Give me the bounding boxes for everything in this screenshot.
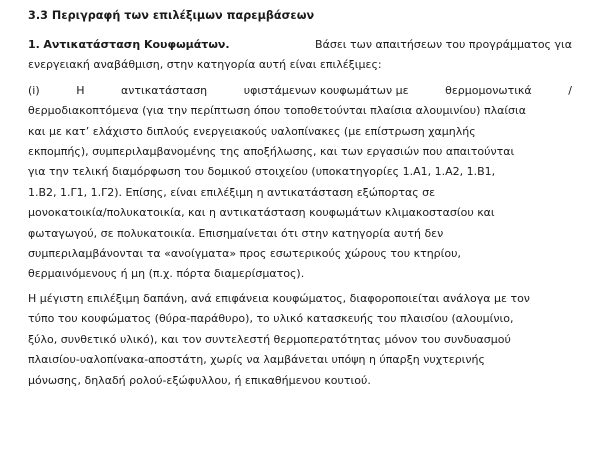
item-i-line-2: θερμοδιακοπτόμενα (για την περίπτωση όπου τοποθετούνται πλαίσια αλουμινίου) πλαίσια [28,104,526,118]
section-heading: 3.3 Περιγραφή των επιλέξιμων παρεμβάσεων [28,9,315,22]
item-i-line-7: μονοκατοικία/πολυκατοικία, και η αντικατάσταση κουφωμάτων κλιμακοστασίου και [28,206,495,220]
intro-line-2: ενεργειακή αναβάθμιση, στην κατηγορία αυτή είναι επιλέξιμες: [28,58,382,72]
cost-line-3: ξύλο, συνθετικό υλικό), και τον συντελεστή θερμοπερατότητας μόνον του συνδυασμού [28,332,511,346]
item-i-line-6: 1.Β2, 1.Γ1, 1.Γ2). Επίσης, είναι επιλέξιμη η αντικατάσταση εξώπορτας σε [28,185,436,199]
cost-line-2: τύπο του κουφώματος (θύρα-παράθυρο), το υλικό κατασκευής του πλαισίου (αλουμίνιο, [28,312,514,326]
intro-title: Αντικατάσταση Κουφωμάτων. [43,38,230,51]
cost-line-1: Η μέγιστη επιλέξιμη δαπάνη, ανά επιφάνεια κουφώματος, διαφοροποιείται ανάλογα με τον [28,291,530,305]
item-i-line-4: εκπομπής), συμπεριλαμβανομένης της αποξήλωσης, και των εργασιών που απαιτούνται [28,145,515,159]
item-i-line-10: θερμαινόμενους ή μη (π.χ. πόρτα διαμερίσματος). [28,267,305,281]
cost-paragraph [28,289,572,391]
intro-line-1-rest: Βάσει των απαιτήσεων του προγράμματος για [315,38,572,51]
item-i-paragraph [28,81,572,285]
cost-line-5: μόνωσης, δηλαδή ρολού-εξώφυλλου, ή επικαθήμενου κουτιού. [28,373,371,387]
intro-paragraph [28,35,572,76]
item-i-line-3: και με κατ’ ελάχιστο διπλούς ενεργειακούς υαλοπίνακες (με επίστρωση χαμηλής [28,124,476,138]
intro-number: 1. [28,38,40,51]
cost-line-4: πλαισίου-υαλοπίνακα-αποστάτη, χωρίς να λαμβάνεται υπόψη η ύπαρξη νυχτερινής [28,353,485,367]
item-i-line-5: για την τελική διαμόρφωση του δομικού στοιχείου (υποκατηγορίες 1.Α1, 1.Α2, 1.Β1, [28,165,496,179]
item-i-line-8: φωταγωγού, σε πολυκατοικία. Επισημαίνεται ότι στην κατηγορία αυτή δεν [28,226,444,240]
intro-line-1 [28,35,572,55]
item-i-line-9: συμπεριλαμβάνονται τα «ανοίγματα» προς εσωτερικούς χώρους του κτηρίου, [28,247,461,261]
item-i-marker: (i) [28,83,40,97]
item-i-line-1: (i) Η αντικατάσταση υφιστάμενων κουφωμάτων με θερμομονωτικά / [28,81,572,101]
